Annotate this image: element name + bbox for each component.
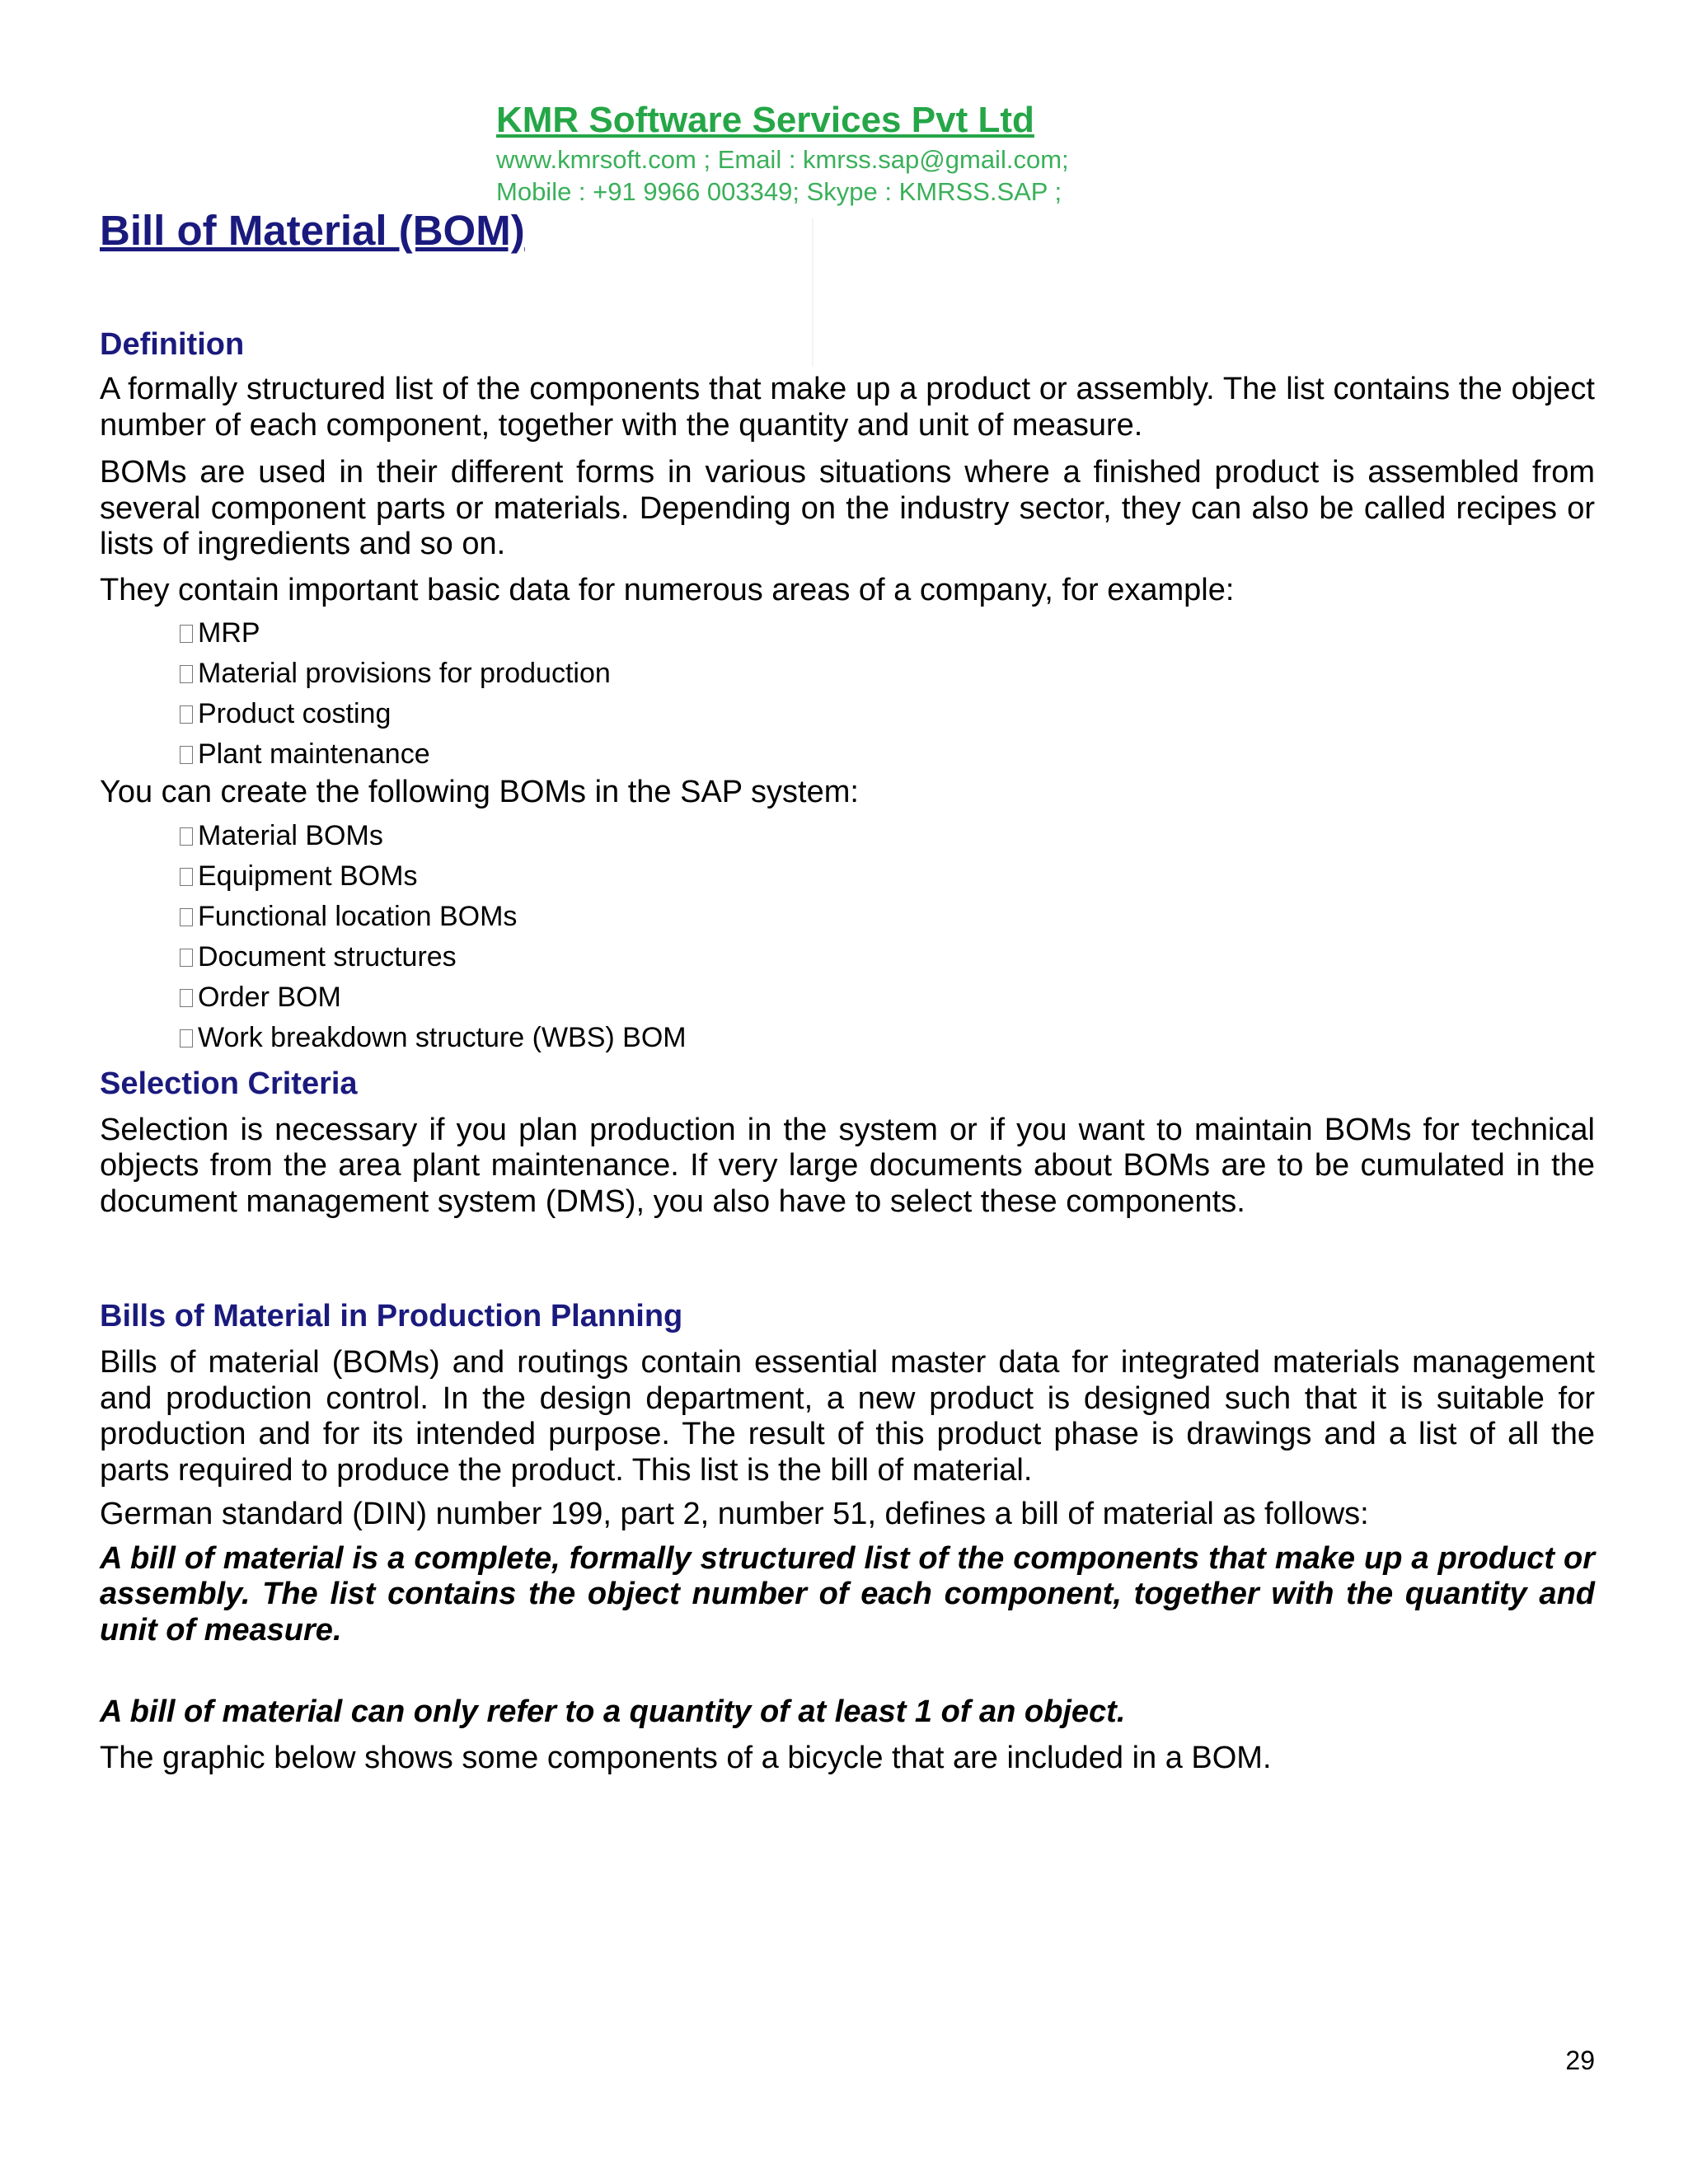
list-item: Equipment BOMs — [180, 856, 1595, 897]
page-number: 29 — [1565, 2046, 1595, 2075]
bullet-box-icon — [180, 665, 193, 683]
bullet-box-icon — [180, 868, 193, 886]
company-header — [496, 97, 1069, 208]
list-item: Order BOM — [180, 977, 1595, 1018]
list-item: Document structures — [180, 937, 1595, 977]
bullet-box-icon — [180, 625, 193, 643]
definition-paragraph-4: You can create the following BOMs in the SAP system: — [100, 775, 859, 809]
production-planning-heading: Bills of Material in Production Planning — [100, 1299, 683, 1333]
definition-paragraph-3: They contain important basic data for numerous areas of a company, for example: — [100, 572, 1235, 607]
bullet-box-icon — [180, 827, 193, 846]
bullet-box-icon — [180, 908, 193, 926]
din-definition-quote: A bill of material is a complete, formally structured list of the components that make up a product or assembly. The list contains the object number of each component, together with the quantity and unit of measure. — [100, 1540, 1595, 1647]
list-item: Material provisions for production — [180, 654, 1595, 694]
selection-paragraph: Selection is necessary if you plan production in the system or if you want to maintain BOMs for technical objects from the area plant maintenance. If very large documents about BOMs are to be cumulated in the document management system (DMS), you also have to select these components. — [100, 1112, 1595, 1219]
main-content — [100, 202, 1595, 1776]
pp-paragraph-2: German standard (DIN) number 199, part 2, number 51, defines a bill of material as follows: — [100, 1497, 1369, 1531]
contact-web-email: www.kmrsoft.com ; Email : kmrss.sap@gmail.com; — [496, 145, 1069, 174]
bullet-box-icon — [180, 1029, 193, 1047]
list-item: Material BOMs — [180, 816, 1595, 856]
list-item: Work breakdown structure (WBS) BOM — [180, 1018, 1595, 1058]
list-item: Functional location BOMs — [180, 897, 1595, 937]
pp-paragraph-3: The graphic below shows some components of a bicycle that are included in a BOM. — [100, 1740, 1272, 1775]
contact-mobile-skype: Mobile : +91 9966 003349; Skype : KMRSS.SAP ; — [496, 177, 1062, 206]
definition-paragraph-2: BOMs are used in their different forms in various situations where a finished product is assembled from several component parts or materials. Depending on the industry sector, they can also be called recipes or lists of ingredients and so on. — [100, 455, 1595, 561]
list-item: Plant maintenance — [180, 734, 1595, 775]
list-item: MRP — [180, 613, 1595, 654]
definition-paragraph-1: A formally structured list of the components that make up a product or assembly. The list contains the object number of each component, together with the quantity and unit of measure. — [100, 372, 1595, 443]
bom-types-list — [100, 816, 1595, 1058]
bullet-box-icon — [180, 949, 193, 967]
definition-heading: Definition — [100, 327, 245, 362]
bullet-box-icon — [180, 746, 193, 764]
list-item: Product costing — [180, 694, 1595, 734]
pp-paragraph-1: Bills of material (BOMs) and routings contain essential master data for integrated materials management and production control. In the design department, a new product is designed such that it is suitable for production and for its intended purpose. The result of this product phase is drawings and a list of all the parts required to produce the product. This list is the bill of material. — [100, 1345, 1595, 1488]
quantity-rule-quote: A bill of material can only refer to a quantity of at least 1 of an object. — [100, 1694, 1126, 1729]
bullet-box-icon — [180, 989, 193, 1007]
bullet-box-icon — [180, 705, 193, 724]
areas-list — [100, 613, 1595, 775]
selection-criteria-heading: Selection Criteria — [100, 1066, 358, 1101]
page-title: Bill of Material (BOM) — [100, 207, 525, 254]
company-name: KMR Software Services Pvt Ltd — [496, 100, 1034, 140]
